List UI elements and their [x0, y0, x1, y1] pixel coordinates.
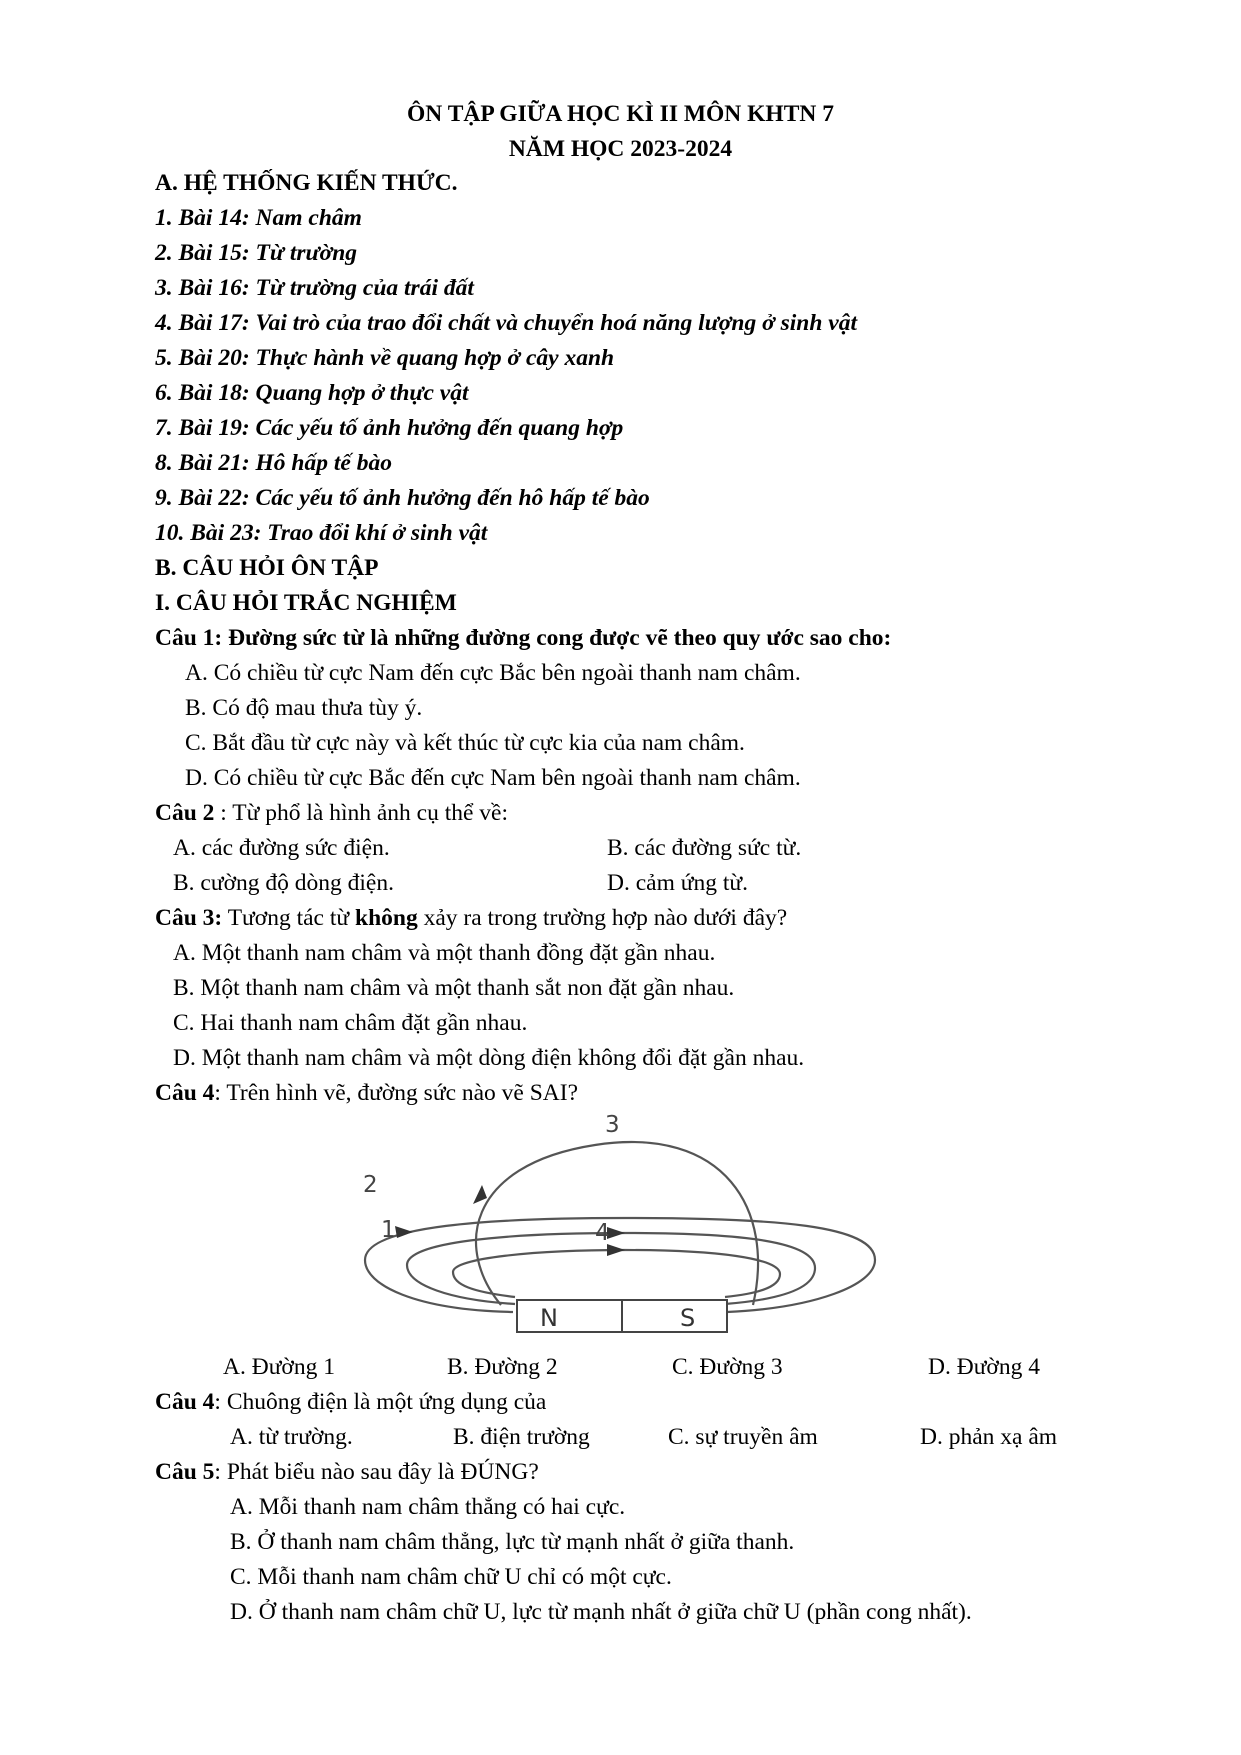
- lesson-item: 7. Bài 19: Các yếu tố ảnh hưởng đến quang hợp: [155, 415, 624, 441]
- answer-option: C. sự truyền âm: [668, 1424, 818, 1450]
- answer-option: B. Ở thanh nam châm thẳng, lực từ mạnh nhất ở giữa thanh.: [230, 1529, 795, 1555]
- south-pole-label: S: [680, 1304, 696, 1332]
- question-1-stem: [155, 623, 891, 653]
- section-a-heading: A. HỆ THỐNG KIẾN THỨC.: [155, 170, 458, 196]
- answer-option: A. Một thanh nam châm và một thanh đồng đặt gần nhau.: [173, 940, 716, 966]
- answer-option: C. Bắt đầu từ cực này và kết thúc từ cực kia của nam châm.: [185, 730, 745, 756]
- lesson-item: 6. Bài 18: Quang hợp ở thực vật: [155, 380, 469, 406]
- line-label-4: 4: [595, 1220, 610, 1246]
- answer-option: B. Có độ mau thưa tùy ý.: [185, 695, 423, 721]
- question-3-stem: [155, 903, 787, 933]
- answer-option: A. từ trường.: [230, 1424, 353, 1450]
- arrow-line-1: [607, 1227, 625, 1239]
- lesson-item: 10. Bài 23: Trao đổi khí ở sinh vật: [155, 520, 488, 546]
- question-text: : Phát biểu nào sau đây là ĐÚNG?: [214, 1459, 539, 1485]
- question-5-stem: [155, 1457, 539, 1487]
- field-line-4: [453, 1250, 780, 1297]
- bar-magnet: [517, 1300, 727, 1332]
- lesson-item: 9. Bài 22: Các yếu tố ảnh hưởng đến hô hấp tế bào: [155, 485, 650, 511]
- answer-option: A. Đường 1: [223, 1354, 335, 1380]
- north-pole-label: N: [540, 1304, 558, 1332]
- answer-option: D. Có chiều từ cực Bắc đến cực Nam bên ngoài thanh nam châm.: [185, 765, 801, 791]
- question-text: xảy ra trong trường hợp nào dưới đây?: [417, 905, 788, 931]
- question-text: : Trên hình vẽ, đường sức nào vẽ SAI?: [214, 1080, 579, 1106]
- answer-option: B. Một thanh nam châm và một thanh sắt non đặt gần nhau.: [173, 975, 735, 1001]
- line-label-3: 3: [605, 1112, 620, 1138]
- arrow-line-3: [473, 1185, 487, 1204]
- answer-option: C. Mỗi thanh nam châm chữ U chỉ có một cực.: [230, 1564, 672, 1590]
- question-label: Câu 1:: [155, 625, 223, 651]
- lesson-item: 1. Bài 14: Nam châm: [155, 205, 362, 231]
- section-b-heading: B. CÂU HỎI ÔN TẬP: [155, 555, 379, 581]
- multiple-choice-heading: I. CÂU HỎI TRẮC NGHIỆM: [155, 590, 457, 616]
- line-label-2: 2: [363, 1172, 378, 1198]
- arrow-line-2: [395, 1226, 413, 1238]
- question-label: Câu 3:: [155, 905, 223, 931]
- question-text: : Chuông điện là một ứng dụng của: [214, 1389, 547, 1415]
- answer-option: B. các đường sức từ.: [607, 835, 802, 861]
- question-2-stem: [155, 798, 508, 828]
- answer-option: A. Mỗi thanh nam châm thẳng có hai cực.: [230, 1494, 626, 1520]
- magnetic-field-lines-figure: [355, 1100, 895, 1340]
- school-year: NĂM HỌC 2023-2024: [508, 136, 733, 162]
- lesson-item: 2. Bài 15: Từ trường: [155, 240, 358, 266]
- lesson-item: 4. Bài 17: Vai trò của trao đổi chất và chuyển hoá năng lượng ở sinh vật: [155, 310, 857, 336]
- answer-option: A. Có chiều từ cực Nam đến cực Bắc bên ngoài thanh nam châm.: [185, 660, 801, 686]
- emphasis-word: không: [355, 905, 418, 931]
- question-text: Đường sức từ là những đường cong được vẽ theo quy ước sao cho:: [222, 625, 892, 651]
- question-text: Tương tác từ: [222, 905, 355, 931]
- answer-option: A. các đường sức điện.: [173, 835, 390, 861]
- answer-option: B. cường độ dòng điện.: [173, 870, 394, 896]
- question-label: Câu 4: [155, 1389, 215, 1415]
- lesson-item: 5. Bài 20: Thực hành về quang hợp ở cây xanh: [155, 345, 615, 371]
- answer-option: D. Đường 4: [928, 1354, 1040, 1380]
- answer-option: D. phản xạ âm: [920, 1424, 1058, 1450]
- answer-option: D. cảm ứng từ.: [607, 870, 748, 896]
- question-label: Câu 2: [155, 800, 215, 826]
- line-label-1: 1: [381, 1217, 396, 1243]
- answer-option: B. điện trường: [453, 1424, 590, 1450]
- document-title: ÔN TẬP GIỮA HỌC KÌ II MÔN KHTN 7: [407, 101, 834, 127]
- answer-option: D. Một thanh nam châm và một dòng điện không đổi đặt gần nhau.: [173, 1045, 805, 1071]
- question-4b-stem: [155, 1387, 546, 1417]
- question-label: Câu 5: [155, 1459, 215, 1485]
- answer-option: D. Ở thanh nam châm chữ U, lực từ mạnh nhất ở giữa chữ U (phần cong nhất).: [230, 1599, 972, 1625]
- lesson-item: 3. Bài 16: Từ trường của trái đất: [155, 275, 474, 301]
- lesson-item: 8. Bài 21: Hô hấp tế bào: [155, 450, 392, 476]
- arrow-line-4: [607, 1244, 625, 1256]
- answer-option: C. Hai thanh nam châm đặt gần nhau.: [173, 1010, 528, 1036]
- question-label: Câu 4: [155, 1080, 215, 1106]
- answer-option: B. Đường 2: [447, 1354, 558, 1380]
- field-line-3: [476, 1142, 758, 1305]
- question-text: : Từ phổ là hình ảnh cụ thể về:: [214, 800, 509, 826]
- answer-option: C. Đường 3: [672, 1354, 783, 1380]
